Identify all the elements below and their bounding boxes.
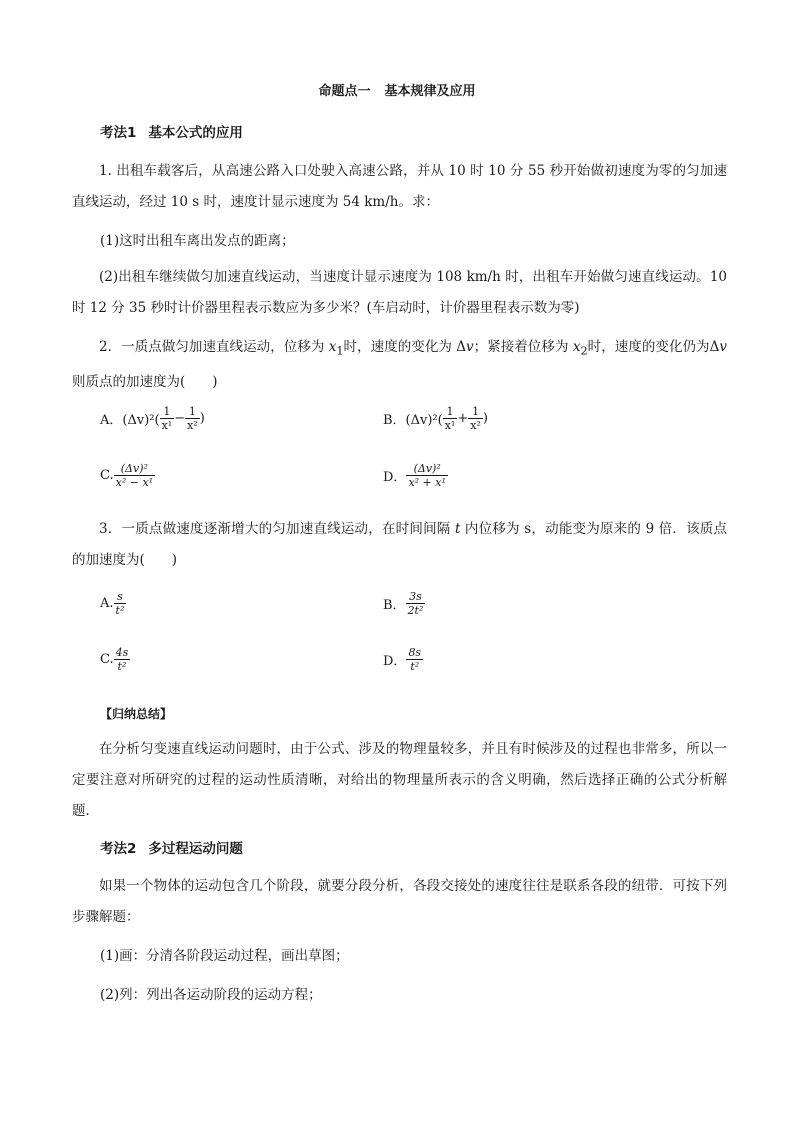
method2-step1: (1)画：分清各阶段运动过程，画出草图；: [100, 948, 349, 964]
section-title: [0, 80, 794, 99]
summary-text: 在分析匀变速直线运动问题时，由于公式、涉及的物理量较多，并且有时候涉及的过程也非常多，所以一定要注意对所研究的过程的运动性质清晰，对给出的物理量所表示的含义明确，然后选择正确的公式分析解题．: [72, 741, 727, 819]
method2-step2: (2)列：列出各运动阶段的运动方程；: [100, 987, 322, 1003]
method2-text: 多过程运动问题: [148, 841, 243, 857]
method1-label: 考法1: [100, 125, 137, 141]
method1-heading: [100, 121, 243, 141]
summary-tag: 【归纳总结】: [100, 707, 173, 721]
method2-intro: 如果一个物体的运动包含几个阶段，就要分段分析，各段交接处的速度往往是联系各段的纽带．可按下列步骤解题：: [72, 878, 727, 925]
q2-stem: 2．一质点做匀加速直线运动，位移为 $x_1$时，速度的变化为 Δv；紧接着位移为 $x_2$时，速度的变化仍为Δv则质点的加速度为( ): [72, 339, 727, 390]
q1-sub2: (2)出租车继续做匀加速直线运动，当速度计显示速度为 108 km/h 时，出租车开始做匀速直线运动。10 时 12 分 35 秒时计价器里程表示数应为多少米？(车启动时，计价器里程表示数为零): [72, 269, 727, 316]
q2-option-b[interactable]: B．(Δv)²( $\frac{1}{\text{x¹}}$ + $\frac{1}{\text{x²}}$ ): [383, 405, 488, 432]
q1-sub1: (1)这时出租车离出发点的距离；: [100, 233, 295, 249]
q2-option-d[interactable]: D． $\frac{\text{(Δv)²}}{\text{x² + x¹}}$: [383, 462, 446, 489]
method2-label: 考法2: [100, 841, 137, 857]
section-title-part2: 基本规律及应用: [384, 84, 476, 99]
section-title-part1: 命题点一: [318, 84, 371, 99]
q1-stem: 1. 出租车载客后，从高速公路入口处驶入高速公路，并从 10 时 10 分 55 秒开始做初速度为零的匀加速直线运动，经过 10 s 时，速度计显示速度为 54 km/h。求：: [72, 163, 727, 210]
q3-option-b[interactable]: B． $\frac{3s}{\text{2t²}}$: [383, 590, 424, 617]
q2-option-c[interactable]: C. $\frac{\text{(Δv)²}}{\text{x² − x¹}}$: [100, 462, 154, 489]
method2-heading: [100, 837, 243, 857]
q2-option-a[interactable]: A．(Δv)²( $\frac{1}{\text{x¹}}$ − $\frac{1}{\text{x²}}$ ): [100, 405, 205, 432]
q3-stem: 3．一质点做速度逐渐增大的匀加速直线运动，在时间间隔 t 内位移为 s，动能变为原来的 9 倍．该质点的加速度为( ): [72, 521, 727, 568]
q3-option-a[interactable]: A. $\frac{s}{\text{t²}}$: [100, 590, 125, 617]
q3-option-c[interactable]: C. $\frac{4s}{\text{t²}}$: [100, 646, 129, 673]
method1-text: 基本公式的应用: [148, 125, 243, 141]
q3-option-d[interactable]: D． $\frac{8s}{\text{t²}}$: [383, 646, 422, 673]
